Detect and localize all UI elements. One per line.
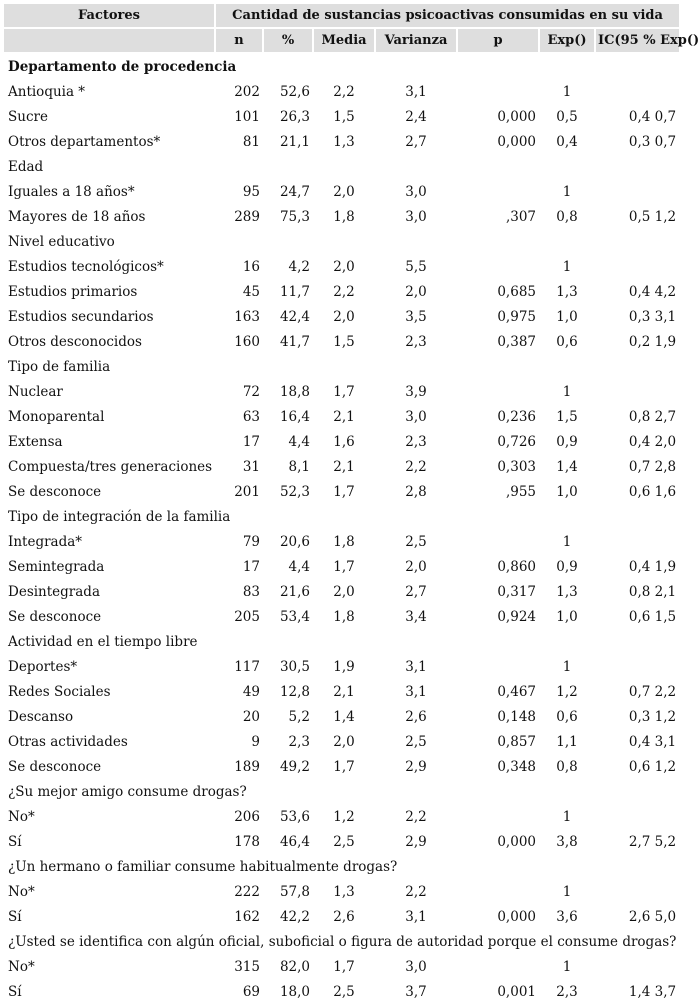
factor-label: Mayores de 18 años xyxy=(8,208,146,225)
ic-cell: 0,2 1,9 xyxy=(628,333,677,350)
factor-label: Se desconoce xyxy=(8,608,102,625)
p-cell: 0,467 xyxy=(497,683,536,700)
section-row xyxy=(4,779,679,804)
pct-cell: 12,8 xyxy=(279,683,310,700)
media-cell: 2,2 xyxy=(333,83,355,100)
ic-cell xyxy=(595,79,679,104)
ic-cell: 0,3 1,2 xyxy=(628,708,677,725)
factor-label: Sucre xyxy=(8,108,48,125)
factor-label: Se desconoce xyxy=(8,483,102,500)
table-row xyxy=(4,454,679,479)
table-row xyxy=(4,679,679,704)
media-cell: 2,1 xyxy=(333,683,355,700)
table-body xyxy=(4,53,679,1004)
p-cell: 0,001 xyxy=(497,983,536,1000)
table-row xyxy=(4,79,679,104)
factor-label: Iguales a 18 años* xyxy=(8,183,135,200)
media-cell: 1,6 xyxy=(333,433,355,450)
factor-label: No* xyxy=(8,883,35,900)
table-row xyxy=(4,579,679,604)
n-cell: 117 xyxy=(234,658,260,675)
varianza-cell: 2,0 xyxy=(405,558,427,575)
factor-label: Monoparental xyxy=(8,408,105,425)
exp-cell: 1,0 xyxy=(556,308,578,325)
table-row xyxy=(4,204,679,229)
table-row xyxy=(4,904,679,929)
ic-cell xyxy=(595,954,679,979)
varianza-cell: 5,5 xyxy=(405,258,427,275)
ic-cell: 0,6 1,5 xyxy=(628,608,677,625)
varianza-cell: 2,5 xyxy=(405,533,427,550)
p-cell: 0,860 xyxy=(497,558,536,575)
table-row xyxy=(4,554,679,579)
p-cell xyxy=(457,79,539,104)
exp-cell: 0,9 xyxy=(556,433,578,450)
ic-cell: 0,4 2,0 xyxy=(628,433,677,450)
ic-cell xyxy=(595,529,679,554)
section-row xyxy=(4,229,679,254)
n-cell: 83 xyxy=(242,583,260,600)
media-cell: 2,5 xyxy=(333,833,355,850)
media-cell: 1,7 xyxy=(333,958,355,975)
ic-cell xyxy=(595,804,679,829)
section-row xyxy=(4,929,679,954)
media-cell: 2,0 xyxy=(333,183,355,200)
table-row xyxy=(4,879,679,904)
table-row xyxy=(4,279,679,304)
exp-cell: 0,4 xyxy=(556,133,578,150)
results-table xyxy=(4,4,699,1004)
pct-cell: 18,0 xyxy=(279,983,310,1000)
table-row xyxy=(4,429,679,454)
n-cell: 315 xyxy=(234,958,260,975)
section-title: ¿Su mejor amigo consume drogas? xyxy=(8,783,247,800)
section-row xyxy=(4,53,679,79)
p-cell xyxy=(457,879,539,904)
table-row xyxy=(4,654,679,679)
media-cell: 1,9 xyxy=(333,658,355,675)
varianza-cell: 2,8 xyxy=(405,483,427,500)
table-row xyxy=(4,804,679,829)
ic-cell: 0,6 1,2 xyxy=(628,758,677,775)
n-cell: 95 xyxy=(242,183,260,200)
varianza-cell: 3,1 xyxy=(405,683,427,700)
p-cell xyxy=(457,179,539,204)
factor-label: Extensa xyxy=(8,433,63,450)
pct-cell: 53,4 xyxy=(279,608,310,625)
varianza-cell: 3,4 xyxy=(405,608,427,625)
table-row xyxy=(4,529,679,554)
factor-label: Se desconoce xyxy=(8,758,102,775)
pct-cell: 26,3 xyxy=(279,108,310,125)
factor-label: Integrada* xyxy=(8,533,83,550)
pct-cell: 52,6 xyxy=(279,83,310,100)
pct-cell: 46,4 xyxy=(279,833,310,850)
exp-cell: 1,4 xyxy=(556,458,578,475)
table-row xyxy=(4,979,679,1004)
exp-cell: 1,3 xyxy=(556,583,578,600)
table-row xyxy=(4,304,679,329)
n-cell: 81 xyxy=(242,133,260,150)
exp-cell: 1,5 xyxy=(556,408,578,425)
n-cell: 31 xyxy=(242,458,260,475)
factor-label: Otros departamentos* xyxy=(8,133,161,150)
n-cell: 17 xyxy=(242,558,260,575)
media-cell: 1,4 xyxy=(333,708,355,725)
pct-cell: 41,7 xyxy=(279,333,310,350)
varianza-cell: 2,2 xyxy=(405,458,427,475)
pct-cell: 53,6 xyxy=(279,808,310,825)
p-cell: 0,685 xyxy=(497,283,536,300)
group-header: Cantidad de sustancias psicoactivas consumidas en su vida xyxy=(215,4,679,28)
table-row xyxy=(4,729,679,754)
n-cell: 16 xyxy=(242,258,260,275)
varianza-cell: 2,7 xyxy=(405,583,427,600)
n-cell: 205 xyxy=(234,608,260,625)
pct-cell: 20,6 xyxy=(279,533,310,550)
section-title: Departamento de procedencia xyxy=(8,58,237,75)
col-header-p: p xyxy=(457,28,539,53)
factor-label: Estudios tecnológicos* xyxy=(8,258,164,275)
varianza-cell: 3,9 xyxy=(405,383,427,400)
table-row xyxy=(4,604,679,629)
p-cell: 0,975 xyxy=(497,308,536,325)
pct-cell: 24,7 xyxy=(279,183,310,200)
ic-cell: 0,4 0,7 xyxy=(628,108,677,125)
exp-cell: 1,2 xyxy=(556,683,578,700)
exp-cell: 0,6 xyxy=(556,333,578,350)
media-cell: 1,5 xyxy=(333,108,355,125)
ic-cell: 0,4 3,1 xyxy=(628,733,677,750)
p-cell: 0,348 xyxy=(497,758,536,775)
ic-cell xyxy=(595,879,679,904)
section-row xyxy=(4,154,679,179)
exp-cell: 0,6 xyxy=(556,708,578,725)
varianza-cell: 3,0 xyxy=(405,408,427,425)
p-cell: ,307 xyxy=(505,208,536,225)
ic-cell xyxy=(595,379,679,404)
p-cell xyxy=(457,804,539,829)
exp-cell: 3,6 xyxy=(556,908,578,925)
factor-label: Semintegrada xyxy=(8,558,105,575)
col-header-ic: IC(95 % Exp() xyxy=(595,28,679,53)
ic-cell xyxy=(595,179,679,204)
ic-cell: 0,8 2,7 xyxy=(628,408,677,425)
n-cell: 17 xyxy=(242,433,260,450)
media-cell: 1,7 xyxy=(333,383,355,400)
p-cell: 0,857 xyxy=(497,733,536,750)
exp-cell: 1 xyxy=(562,183,572,200)
pct-cell: 21,1 xyxy=(279,133,310,150)
n-cell: 162 xyxy=(234,908,260,925)
ic-cell: 0,3 3,1 xyxy=(628,308,677,325)
ic-cell: 0,7 2,8 xyxy=(628,458,677,475)
col-header-pct: % xyxy=(263,28,313,53)
varianza-cell: 3,0 xyxy=(405,208,427,225)
media-cell: 2,2 xyxy=(333,283,355,300)
varianza-cell: 3,0 xyxy=(405,958,427,975)
media-cell: 2,6 xyxy=(333,908,355,925)
section-row xyxy=(4,854,679,879)
exp-cell: 1 xyxy=(562,883,572,900)
table-row xyxy=(4,479,679,504)
header-row-1 xyxy=(4,4,679,28)
ic-cell: 0,7 2,2 xyxy=(628,683,677,700)
p-cell: 0,236 xyxy=(497,408,536,425)
media-cell: 2,0 xyxy=(333,733,355,750)
pct-cell: 11,7 xyxy=(279,283,310,300)
header-row-2 xyxy=(4,28,679,53)
pct-cell: 18,8 xyxy=(279,383,310,400)
factor-label: No* xyxy=(8,808,35,825)
media-cell: 1,7 xyxy=(333,758,355,775)
n-cell: 189 xyxy=(234,758,260,775)
section-row xyxy=(4,354,679,379)
pct-cell: 75,3 xyxy=(279,208,310,225)
n-cell: 9 xyxy=(251,733,260,750)
n-cell: 160 xyxy=(234,333,260,350)
varianza-cell: 2,3 xyxy=(405,433,427,450)
ic-cell: 1,4 3,7 xyxy=(628,983,677,1000)
ic-cell: 0,5 1,2 xyxy=(628,208,677,225)
section-title: Tipo de familia xyxy=(8,358,111,375)
table-row xyxy=(4,129,679,154)
section-row xyxy=(4,629,679,654)
p-cell xyxy=(457,379,539,404)
n-cell: 45 xyxy=(242,283,260,300)
exp-cell: 0,8 xyxy=(556,758,578,775)
ic-cell: 0,4 4,2 xyxy=(628,283,677,300)
section-title: Edad xyxy=(8,158,44,175)
factors-header-blank xyxy=(4,28,215,53)
factor-label: Redes Sociales xyxy=(8,683,111,700)
table-row xyxy=(4,704,679,729)
media-cell: 1,5 xyxy=(333,333,355,350)
n-cell: 69 xyxy=(242,983,260,1000)
table-row xyxy=(4,179,679,204)
varianza-cell: 3,1 xyxy=(405,908,427,925)
ic-cell: 2,6 5,0 xyxy=(628,908,677,925)
ic-cell: 0,4 1,9 xyxy=(628,558,677,575)
n-cell: 79 xyxy=(242,533,260,550)
factor-label: No* xyxy=(8,958,35,975)
pct-cell: 4,4 xyxy=(288,558,310,575)
p-cell: 0,317 xyxy=(497,583,536,600)
p-cell: 0,148 xyxy=(497,708,536,725)
exp-cell: 0,9 xyxy=(556,558,578,575)
factor-label: Sí xyxy=(8,833,22,850)
table-row xyxy=(4,404,679,429)
exp-cell: 1 xyxy=(562,383,572,400)
varianza-cell: 3,1 xyxy=(405,658,427,675)
exp-cell: 1,1 xyxy=(556,733,578,750)
media-cell: 1,3 xyxy=(333,883,355,900)
pct-cell: 42,4 xyxy=(279,308,310,325)
p-cell: ,955 xyxy=(505,483,536,500)
section-title: Nivel educativo xyxy=(8,233,115,250)
exp-cell: 2,3 xyxy=(556,983,578,1000)
ic-cell: 2,7 5,2 xyxy=(628,833,677,850)
factor-label: Sí xyxy=(8,983,22,1000)
col-header-exp: Exp() xyxy=(539,28,595,53)
n-cell: 72 xyxy=(242,383,260,400)
varianza-cell: 2,9 xyxy=(405,833,427,850)
media-cell: 2,0 xyxy=(333,258,355,275)
factor-label: Estudios secundarios xyxy=(8,308,154,325)
factor-label: Compuesta/tres generaciones xyxy=(8,458,213,475)
n-cell: 206 xyxy=(234,808,260,825)
varianza-cell: 2,3 xyxy=(405,333,427,350)
section-title: Tipo de integración de la familia xyxy=(8,508,231,525)
p-cell xyxy=(457,954,539,979)
media-cell: 1,3 xyxy=(333,133,355,150)
varianza-cell: 2,6 xyxy=(405,708,427,725)
varianza-cell: 3,0 xyxy=(405,183,427,200)
media-cell: 2,5 xyxy=(333,983,355,1000)
factor-label: Otros desconocidos xyxy=(8,333,142,350)
ic-cell xyxy=(595,654,679,679)
col-header-varianza: Varianza xyxy=(375,28,457,53)
pct-cell: 57,8 xyxy=(279,883,310,900)
table-row xyxy=(4,329,679,354)
media-cell: 1,7 xyxy=(333,483,355,500)
media-cell: 2,0 xyxy=(333,308,355,325)
ic-cell xyxy=(595,254,679,279)
p-cell: 0,000 xyxy=(497,133,536,150)
p-cell xyxy=(457,654,539,679)
pct-cell: 30,5 xyxy=(279,658,310,675)
ic-cell: 0,8 2,1 xyxy=(628,583,677,600)
table-row xyxy=(4,754,679,779)
media-cell: 2,1 xyxy=(333,458,355,475)
section-title: Actividad en el tiempo libre xyxy=(8,633,198,650)
factor-label: Sí xyxy=(8,908,22,925)
pct-cell: 5,2 xyxy=(288,708,310,725)
ic-cell: 0,3 0,7 xyxy=(628,133,677,150)
pct-cell: 2,3 xyxy=(288,733,310,750)
exp-cell: 1 xyxy=(562,258,572,275)
factor-label: Desintegrada xyxy=(8,583,101,600)
pct-cell: 82,0 xyxy=(279,958,310,975)
exp-cell: 1,0 xyxy=(556,483,578,500)
pct-cell: 52,3 xyxy=(279,483,310,500)
col-header-n: n xyxy=(215,28,263,53)
varianza-cell: 2,5 xyxy=(405,733,427,750)
n-cell: 20 xyxy=(242,708,260,725)
p-cell: 0,303 xyxy=(497,458,536,475)
table-container xyxy=(4,4,699,1004)
n-cell: 201 xyxy=(234,483,260,500)
media-cell: 2,1 xyxy=(333,408,355,425)
pct-cell: 8,1 xyxy=(288,458,310,475)
exp-cell: 1 xyxy=(562,658,572,675)
n-cell: 289 xyxy=(234,208,260,225)
section-row xyxy=(4,504,679,529)
factor-label: Deportes* xyxy=(8,658,78,675)
exp-cell: 3,8 xyxy=(556,833,578,850)
table-row xyxy=(4,379,679,404)
col-header-media: Media xyxy=(313,28,375,53)
media-cell: 1,2 xyxy=(333,808,355,825)
p-cell: 0,387 xyxy=(497,333,536,350)
p-cell: 0,000 xyxy=(497,833,536,850)
exp-cell: 0,8 xyxy=(556,208,578,225)
pct-cell: 16,4 xyxy=(279,408,310,425)
table-row xyxy=(4,254,679,279)
n-cell: 63 xyxy=(242,408,260,425)
varianza-cell: 2,2 xyxy=(405,883,427,900)
p-cell xyxy=(457,529,539,554)
pct-cell: 49,2 xyxy=(279,758,310,775)
p-cell xyxy=(457,254,539,279)
factor-label: Antioquia * xyxy=(8,83,86,100)
pct-cell: 42,2 xyxy=(279,908,310,925)
pct-cell: 21,6 xyxy=(279,583,310,600)
n-cell: 222 xyxy=(234,883,260,900)
p-cell: 0,000 xyxy=(497,908,536,925)
media-cell: 1,8 xyxy=(333,208,355,225)
exp-cell: 1 xyxy=(562,958,572,975)
p-cell: 0,000 xyxy=(497,108,536,125)
varianza-cell: 3,1 xyxy=(405,83,427,100)
varianza-cell: 2,0 xyxy=(405,283,427,300)
section-title: ¿Un hermano o familiar consume habitualmente drogas? xyxy=(8,858,398,875)
media-cell: 2,0 xyxy=(333,583,355,600)
varianza-cell: 3,7 xyxy=(405,983,427,1000)
exp-cell: 0,5 xyxy=(556,108,578,125)
varianza-cell: 3,5 xyxy=(405,308,427,325)
n-cell: 101 xyxy=(234,108,260,125)
n-cell: 202 xyxy=(234,83,260,100)
exp-cell: 1,0 xyxy=(556,608,578,625)
section-title: ¿Usted se identifica con algún oficial, suboficial o figura de autoridad porque el consume drogas? xyxy=(8,933,677,950)
media-cell: 1,8 xyxy=(333,608,355,625)
exp-cell: 1 xyxy=(562,83,572,100)
table-row xyxy=(4,104,679,129)
varianza-cell: 2,2 xyxy=(405,808,427,825)
factor-label: Nuclear xyxy=(8,383,63,400)
n-cell: 49 xyxy=(242,683,260,700)
ic-cell: 0,6 1,6 xyxy=(628,483,677,500)
n-cell: 178 xyxy=(234,833,260,850)
table-row xyxy=(4,829,679,854)
media-cell: 1,7 xyxy=(333,558,355,575)
varianza-cell: 2,7 xyxy=(405,133,427,150)
exp-cell: 1,3 xyxy=(556,283,578,300)
exp-cell: 1 xyxy=(562,533,572,550)
factor-label: Descanso xyxy=(8,708,74,725)
varianza-cell: 2,9 xyxy=(405,758,427,775)
n-cell: 163 xyxy=(234,308,260,325)
factors-header: Factores xyxy=(4,4,215,28)
pct-cell: 4,2 xyxy=(288,258,310,275)
factor-label: Estudios primarios xyxy=(8,283,138,300)
varianza-cell: 2,4 xyxy=(405,108,427,125)
media-cell: 1,8 xyxy=(333,533,355,550)
p-cell: 0,924 xyxy=(497,608,536,625)
exp-cell: 1 xyxy=(562,808,572,825)
factor-label: Otras actividades xyxy=(8,733,128,750)
p-cell: 0,726 xyxy=(497,433,536,450)
pct-cell: 4,4 xyxy=(288,433,310,450)
table-row xyxy=(4,954,679,979)
